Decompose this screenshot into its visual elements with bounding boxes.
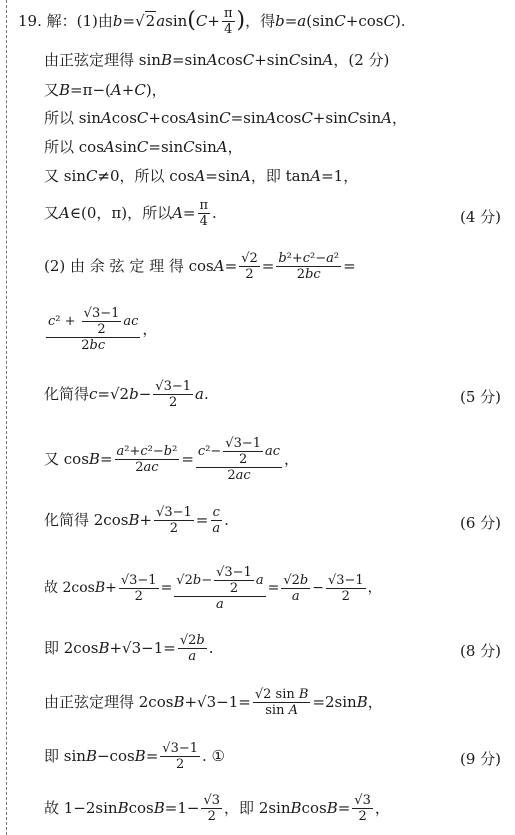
solution-line-4: 所以 sin A cos C +cos A sin C =sin A cos C +sin C sin A ， — [44, 108, 408, 127]
solution-line-3: 又 B =π−( A + C )， — [44, 80, 167, 99]
score-mark: (4 分) — [459, 208, 501, 226]
score-mark: (8 分) — [459, 642, 501, 660]
solution-label: 解：(1)由 — [41, 11, 113, 30]
solution-line-1: 19. 解：(1)由 b = √2 a sin ( C + $\frac{\pi}{4}$ ) ，得 b = a (sin C +cos C ). — [18, 5, 406, 37]
page-margin-dashed-line — [6, 0, 7, 835]
solution-line-13: 故 2cos B + $\frac{√3-1}{2}$ = √2b− $\frac{√3-1}{2}$ a a = $\frac{√2b}{a}$ − $\frac{√3-1}{2}$ ， — [44, 564, 382, 612]
solution-line-15: 由正弦定理得 2cos B +√3−1= $\frac{\text{√2 sin B}}{\text{sin A}}$ =2sin B ， — [44, 686, 383, 718]
solution-line-9: c² + $\frac{√3-1}{2}$ ac 2bc ， — [48, 305, 158, 353]
solution-line-14: 即 2cos B +√3−1= $\frac{√2b}{a}$ . — [44, 632, 214, 664]
solution-line-6: 又 sin C ≠0，所以 cos A =sin A ，即 tan A =1， — [44, 166, 359, 185]
solution-line-8: (2) 由 余 弦 定 理 得 cos A = $\frac{√2}{2}$ = $\frac{\text{b²+c²−a²}}{2bc}$ = — [44, 250, 356, 282]
score-mark: (9 分) — [459, 750, 501, 768]
solution-line-17: 故 1−2sin B cos B =1− $\frac{√3}{2}$ ，即 2sin B cos B = $\frac{√3}{2}$ ， — [44, 792, 390, 824]
solution-line-12: 化简得 2cos B + $\frac{√3-1}{2}$ = $\frac{c}{a}$ . — [44, 504, 229, 536]
solution-line-16: 即 sin B −cos B = $\frac{√3-1}{2}$ . ① — [44, 740, 225, 772]
score-mark: (5 分) — [459, 388, 501, 406]
solution-line-7: 又 A ∈(0，π)，所以 A = $\frac{\pi}{4}$ . — [44, 197, 217, 229]
solution-line-2: 由正弦定理得 sin B =sin A cos C +sin C sin A ，(2 分) — [44, 50, 390, 69]
solution-line-10: 化简得 c =√2 b − $\frac{√3-1}{2}$ a . — [44, 378, 209, 410]
problem-number: 19. — [18, 11, 42, 30]
solution-line-5: 所以 cos A sin C =sin C sin A ， — [44, 137, 243, 156]
score-mark: (6 分) — [459, 514, 501, 532]
solution-line-11: 又 cos B = $\frac{\text{a²+c²−b²}}{2ac}$ = c²− $\frac{√3-1}{2}$ ac 2ac ， — [44, 435, 300, 483]
